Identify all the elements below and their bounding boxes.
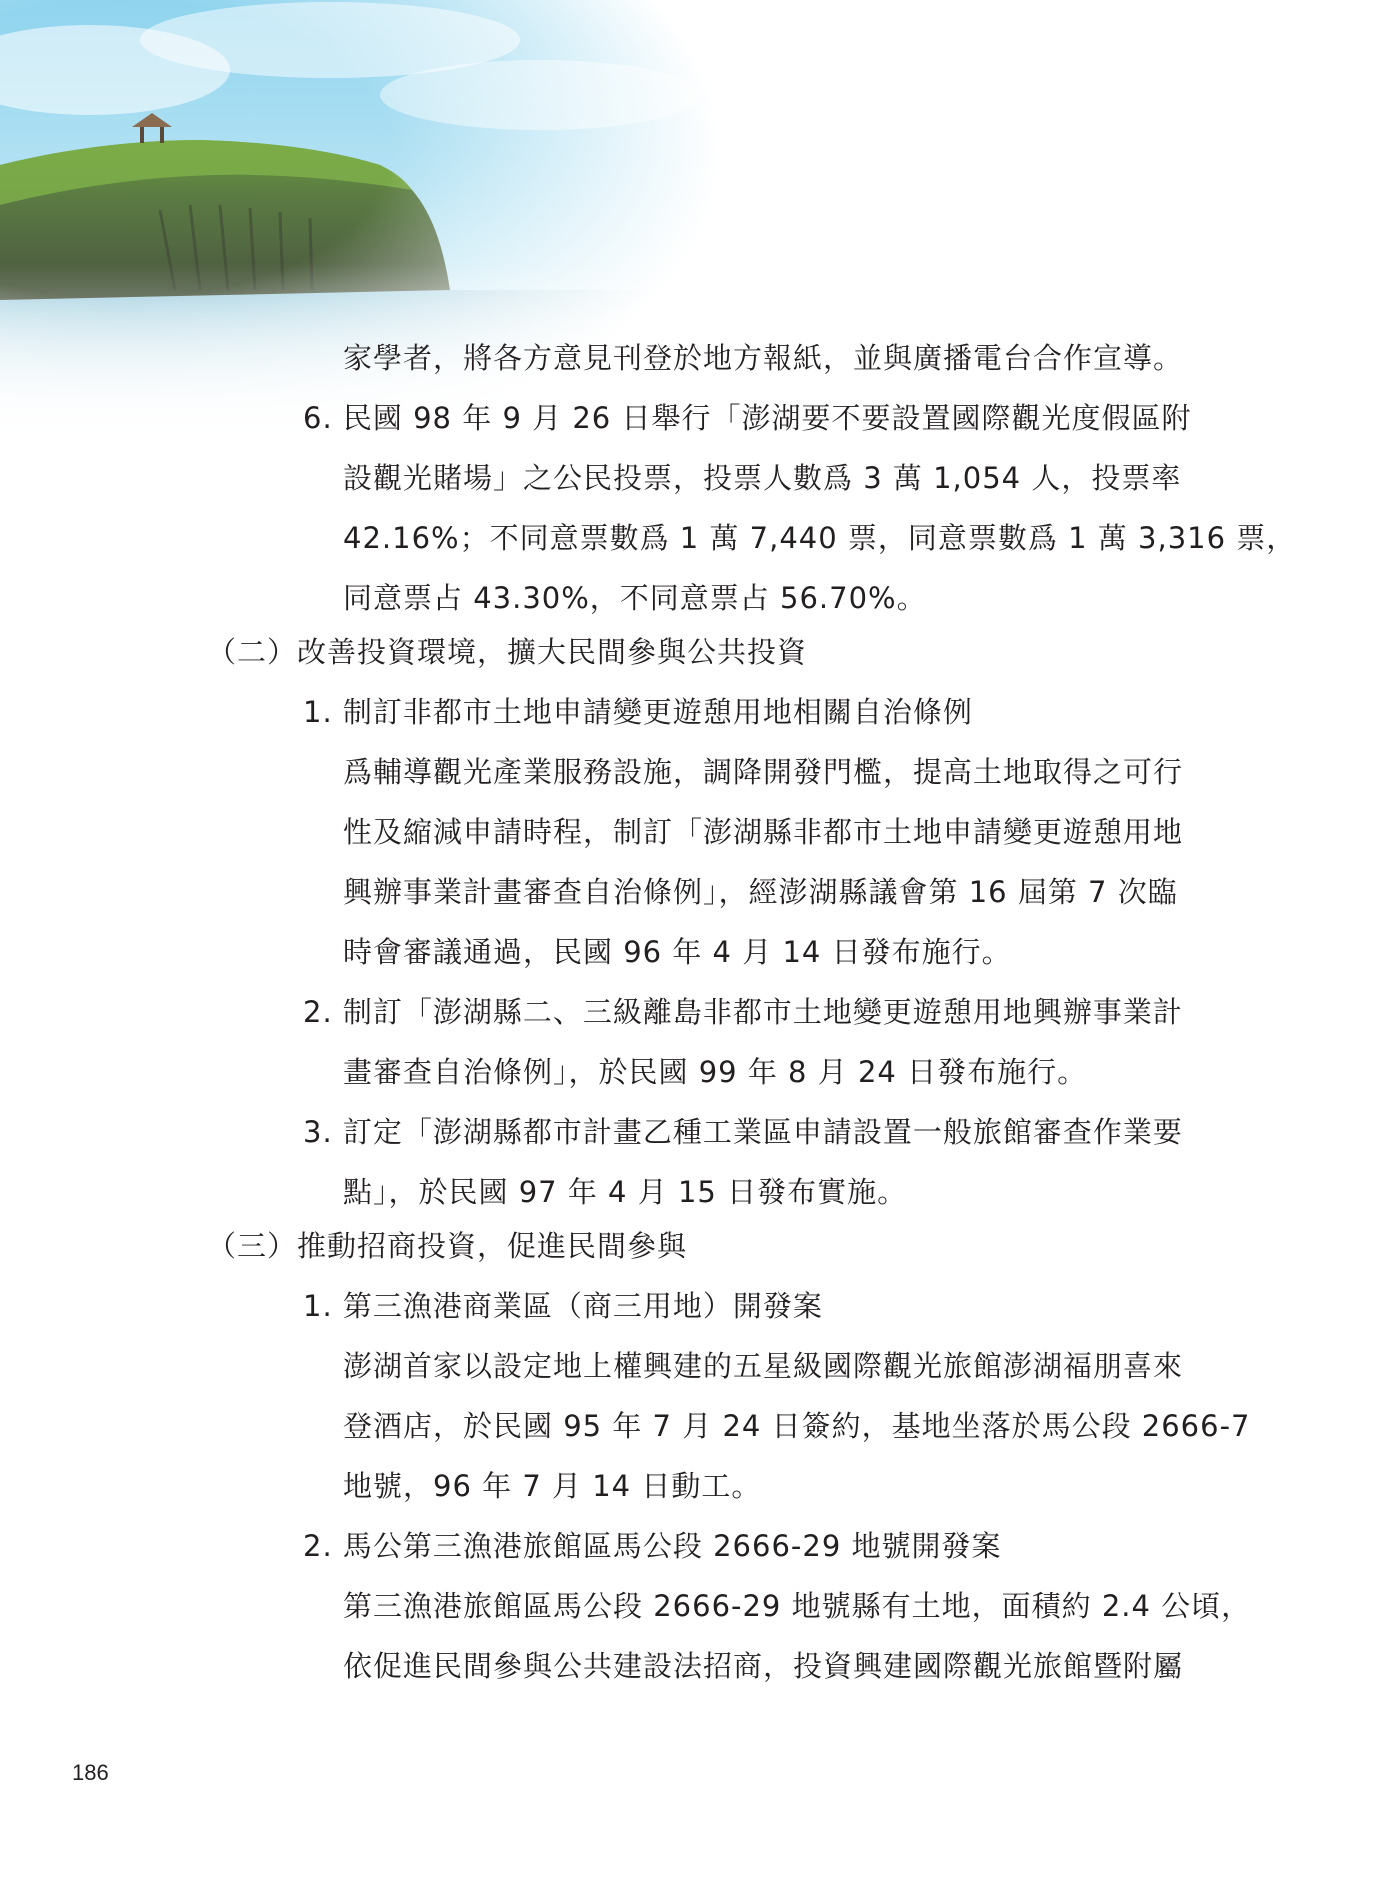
body-line: 興辦事業計畫審查自治條例」，經澎湖縣議會第 16 屆第 7 次臨 xyxy=(343,875,1178,909)
body-line: 第三漁港旅館區馬公段 2666-29 地號縣有土地，面積約 2.4 公頃， xyxy=(343,1589,1252,1623)
body-line: 3. 訂定「澎湖縣都市計畫乙種工業區申請設置一般旅館審查作業要 xyxy=(303,1115,1183,1149)
body-line: 畫審查自治條例」，於民國 99 年 8 月 24 日發布施行。 xyxy=(343,1055,1088,1089)
section-heading: （二）改善投資環境，擴大民間參與公共投資 xyxy=(207,635,808,669)
body-line: 2. 馬公第三漁港旅館區馬公段 2666-29 地號開發案 xyxy=(303,1529,1002,1563)
section-heading: （三）推動招商投資，促進民間參與 xyxy=(207,1229,688,1263)
body-line: 家學者，將各方意見刊登於地方報紙，並與廣播電台合作宣導。 xyxy=(343,341,1184,375)
body-line: 時會審議通過，民國 96 年 4 月 14 日發布施行。 xyxy=(343,935,1012,969)
body-line: 性及縮減申請時程，制訂「澎湖縣非都市土地申請變更遊憩用地 xyxy=(343,815,1184,849)
body-line: 1. 制訂非都市土地申請變更遊憩用地相關自治條例 xyxy=(303,695,973,729)
body-line: 登酒店，於民國 95 年 7 月 24 日簽約，基地坐落於馬公段 2666-7 xyxy=(343,1409,1251,1443)
body-line: 同意票占 43.30%，不同意票占 56.70%。 xyxy=(343,581,927,615)
body-line: 點」，於民國 97 年 4 月 15 日發布實施。 xyxy=(343,1175,908,1209)
body-line: 2. 制訂「澎湖縣二、三級離島非都市土地變更遊憩用地興辦事業計 xyxy=(303,995,1183,1029)
page-number: 186 xyxy=(72,1760,109,1785)
body-line: 爲輔導觀光產業服務設施，調降開發門檻，提高土地取得之可行 xyxy=(343,755,1184,789)
body-line: 依促進民間參與公共建設法招商，投資興建國際觀光旅館暨附屬 xyxy=(343,1649,1184,1683)
body-line: 1. 第三漁港商業區（商三用地）開發案 xyxy=(303,1289,823,1323)
body-line: 澎湖首家以設定地上權興建的五星級國際觀光旅館澎湖福朋喜來 xyxy=(343,1349,1184,1383)
body-line: 42.16%；不同意票數爲 1 萬 7,440 票，同意票數爲 1 萬 3,316 票， xyxy=(343,521,1297,555)
body-line: 6. 民國 98 年 9 月 26 日舉行「澎湖要不要設置國際觀光度假區附 xyxy=(303,401,1192,435)
body-line: 設觀光賭場」之公民投票，投票人數爲 3 萬 1,054 人，投票率 xyxy=(343,461,1182,495)
body-line: 地號，96 年 7 月 14 日動工。 xyxy=(343,1469,762,1503)
